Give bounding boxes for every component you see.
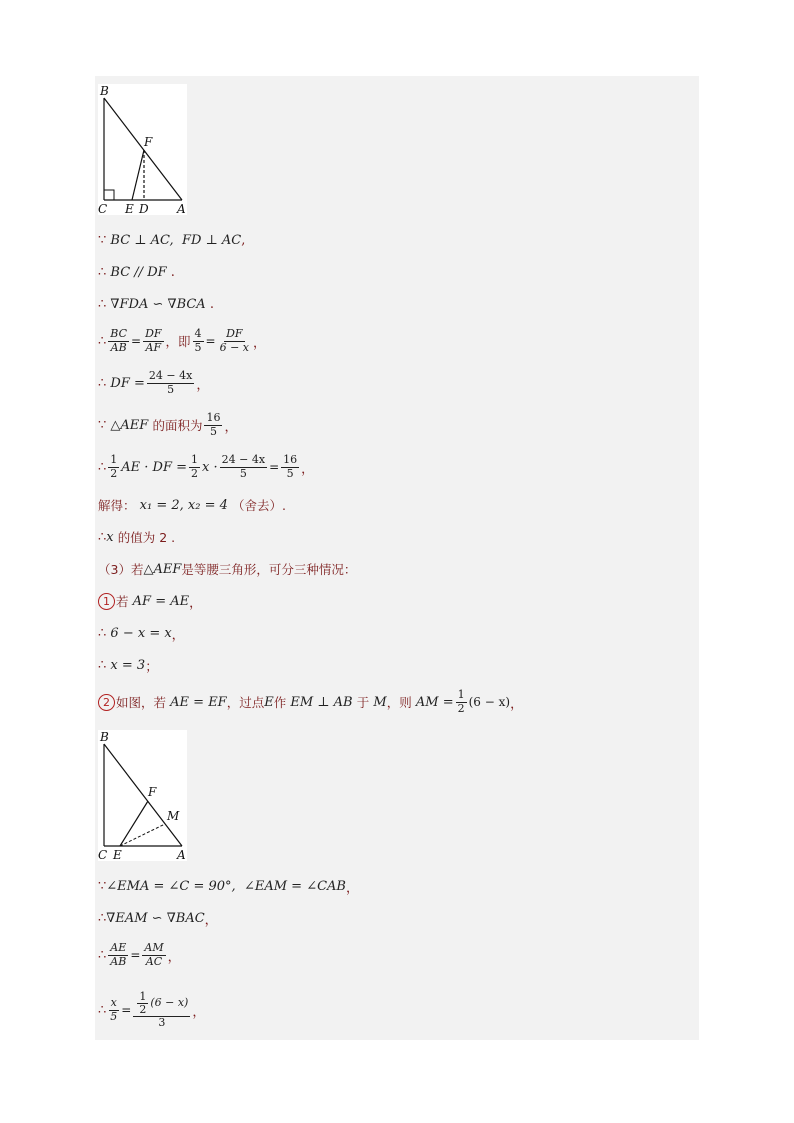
math-token: 16 bbox=[283, 453, 298, 467]
math-token: 2 bbox=[139, 1002, 147, 1016]
math-token: 如图，若 bbox=[116, 695, 167, 710]
math-token: （3）若 bbox=[98, 562, 144, 577]
math-token bbox=[108, 328, 129, 353]
math-token: 2 bbox=[110, 466, 118, 480]
math-token: ∴ bbox=[98, 1002, 107, 1018]
line-1 bbox=[98, 231, 245, 249]
line-16 bbox=[98, 909, 218, 927]
line-12 bbox=[98, 624, 185, 642]
math-token: DF bbox=[226, 327, 243, 341]
math-token: 2 bbox=[457, 701, 465, 715]
line-13 bbox=[98, 656, 158, 674]
math-token: DF = bbox=[110, 375, 145, 391]
math-token: ， bbox=[301, 461, 315, 477]
math-token: ∵ bbox=[98, 232, 107, 248]
math-token: 5 bbox=[209, 424, 217, 438]
math-token: 的值为 2 . bbox=[117, 530, 176, 545]
math-token: ∠EMA = ∠C = 90°, bbox=[106, 878, 236, 894]
math-token bbox=[204, 412, 222, 437]
math-token: 5 bbox=[286, 466, 294, 480]
line-4 bbox=[98, 322, 266, 360]
line-18 bbox=[98, 984, 205, 1036]
figure-2 bbox=[98, 730, 187, 861]
label-A: A bbox=[177, 848, 186, 861]
math-token: AC bbox=[145, 954, 163, 968]
label-F: F bbox=[144, 135, 153, 149]
math-token: FD ⊥ AC bbox=[181, 232, 242, 248]
math-token: ， bbox=[171, 627, 185, 643]
math-token: 5 bbox=[239, 466, 247, 480]
math-token: 1 bbox=[139, 989, 147, 1003]
math-token bbox=[456, 689, 467, 714]
math-token: DF bbox=[145, 327, 162, 341]
math-token: ∴ bbox=[98, 529, 107, 545]
line-11 bbox=[98, 592, 202, 610]
math-token: 1 bbox=[457, 688, 465, 702]
math-token: x bbox=[106, 529, 114, 545]
label-E: E bbox=[113, 848, 122, 861]
math-token: AB bbox=[110, 954, 127, 968]
label-A: A bbox=[177, 202, 186, 215]
math-token: ， bbox=[167, 949, 181, 965]
math-token: BC ⊥ AC, bbox=[110, 232, 174, 248]
math-token: AE = EF bbox=[170, 694, 227, 710]
line-17 bbox=[98, 936, 181, 974]
math-token: 作 bbox=[273, 695, 287, 710]
math-token: x₁ = 2, x₂ = 4 bbox=[139, 497, 228, 513]
math-token: 若 bbox=[116, 594, 129, 609]
math-token: BC // DF bbox=[110, 264, 167, 280]
math-token: EM ⊥ AB bbox=[290, 694, 353, 710]
label-B: B bbox=[100, 84, 109, 98]
math-token: ； bbox=[145, 659, 159, 675]
math-token: ∵ bbox=[98, 417, 107, 433]
math-token: , bbox=[241, 232, 246, 248]
math-token bbox=[133, 991, 190, 1017]
math-token: ∵ bbox=[98, 878, 107, 894]
math-token bbox=[108, 997, 119, 1022]
math-token: 2 bbox=[191, 466, 199, 480]
math-token: = bbox=[131, 334, 142, 348]
label-M: M bbox=[167, 809, 180, 823]
math-token: ， bbox=[510, 696, 524, 712]
math-token: ∴ bbox=[98, 296, 107, 312]
math-token: 4 bbox=[194, 327, 202, 341]
label-E: E bbox=[125, 202, 134, 215]
math-token bbox=[142, 942, 165, 967]
label-B: B bbox=[100, 730, 109, 744]
math-token: 16 bbox=[206, 411, 221, 425]
math-token: (6 − x) bbox=[150, 996, 189, 1010]
solution-panel bbox=[95, 76, 699, 1040]
math-token bbox=[218, 328, 251, 353]
label-C: C bbox=[98, 202, 108, 215]
math-token: ， bbox=[192, 1004, 206, 1020]
math-token: 1 bbox=[191, 453, 199, 467]
math-token: ，过点 bbox=[226, 695, 265, 710]
math-token: ∴ bbox=[98, 910, 107, 926]
math-token bbox=[147, 370, 194, 395]
math-token: AF = AE bbox=[132, 593, 190, 609]
math-token: AB bbox=[110, 340, 127, 354]
math-token: x bbox=[110, 996, 117, 1010]
math-token bbox=[220, 454, 267, 479]
math-token: 是等腰三角形，可分三种情况： bbox=[181, 562, 357, 577]
line-5 bbox=[98, 364, 209, 402]
line-3 bbox=[98, 295, 214, 313]
label-D: D bbox=[139, 202, 149, 215]
math-token: ∴ bbox=[98, 333, 107, 349]
line-14 bbox=[98, 683, 523, 721]
math-token: ∴ bbox=[98, 947, 107, 963]
label-F: F bbox=[148, 785, 157, 799]
math-token: 6 − x = x bbox=[110, 625, 172, 641]
math-token: AE · DF = bbox=[121, 459, 188, 475]
math-token: AE bbox=[110, 941, 127, 955]
math-token: ， bbox=[189, 595, 203, 611]
math-token: BC bbox=[110, 327, 127, 341]
math-token: = bbox=[121, 1003, 132, 1017]
math-token: ∠EAM = ∠CAB bbox=[243, 878, 346, 894]
math-token: 的面积为 bbox=[152, 418, 203, 433]
line-10 bbox=[98, 560, 356, 578]
line-15 bbox=[98, 877, 359, 895]
math-token: ∴ bbox=[98, 459, 107, 475]
math-token: ∇EAM ∽ ∇BAC bbox=[106, 910, 205, 926]
math-token: ∴ bbox=[98, 625, 107, 641]
math-token: ， bbox=[346, 880, 360, 896]
math-token: 2 bbox=[98, 694, 115, 711]
math-token: ， bbox=[196, 377, 210, 393]
math-token bbox=[137, 991, 148, 1016]
math-token: 24 − 4x bbox=[148, 369, 193, 383]
math-token: ， bbox=[253, 335, 267, 351]
math-token: 6 − x bbox=[219, 340, 250, 354]
math-token: ， bbox=[224, 419, 238, 435]
math-token: (6 − x) bbox=[468, 695, 511, 709]
math-token: AF bbox=[145, 340, 162, 354]
math-token: . bbox=[209, 296, 214, 312]
math-token: = bbox=[269, 460, 280, 474]
line-6 bbox=[98, 406, 238, 444]
math-token: x · bbox=[202, 459, 218, 475]
math-token: 3 bbox=[158, 1016, 166, 1030]
math-token: ∇FDA ∽ ∇BCA bbox=[110, 296, 206, 312]
figure-1 bbox=[98, 84, 187, 215]
math-token: = bbox=[205, 334, 216, 348]
math-token: △AEF bbox=[143, 561, 182, 577]
math-token: AM bbox=[144, 941, 164, 955]
math-token: AM = bbox=[415, 694, 454, 710]
math-token: 于 bbox=[356, 695, 370, 710]
math-token bbox=[193, 328, 204, 353]
math-token bbox=[281, 454, 299, 479]
math-token: . bbox=[170, 264, 175, 280]
math-token: 24 − 4x bbox=[221, 453, 266, 467]
math-token: 解得： bbox=[98, 498, 136, 513]
math-token: ， bbox=[204, 912, 218, 928]
math-token: ，则 bbox=[386, 695, 412, 710]
math-token: x = 3 bbox=[110, 657, 146, 673]
math-token: ∴ bbox=[98, 375, 107, 391]
math-token: = bbox=[130, 948, 141, 962]
math-token bbox=[189, 454, 200, 479]
math-token: 5 bbox=[110, 1009, 118, 1023]
line-7 bbox=[98, 448, 314, 486]
math-token: 5 bbox=[167, 382, 175, 396]
math-token: （舍去）. bbox=[232, 498, 286, 513]
math-token: ，即 bbox=[165, 334, 191, 349]
math-token: M bbox=[373, 694, 387, 710]
math-token bbox=[143, 328, 163, 353]
line-9 bbox=[98, 528, 175, 546]
math-token: △AEF bbox=[110, 417, 149, 433]
math-token: 1 bbox=[98, 593, 115, 610]
math-token: ∴ bbox=[98, 264, 107, 280]
math-token: 5 bbox=[194, 340, 202, 354]
math-token: 1 bbox=[110, 453, 118, 467]
label-C: C bbox=[98, 848, 108, 861]
line-2 bbox=[98, 263, 175, 281]
math-token: E bbox=[264, 694, 274, 710]
math-token bbox=[108, 454, 119, 479]
math-token bbox=[133, 991, 190, 1029]
line-8 bbox=[98, 496, 286, 514]
math-token bbox=[108, 942, 128, 967]
math-token: ∴ bbox=[98, 657, 107, 673]
